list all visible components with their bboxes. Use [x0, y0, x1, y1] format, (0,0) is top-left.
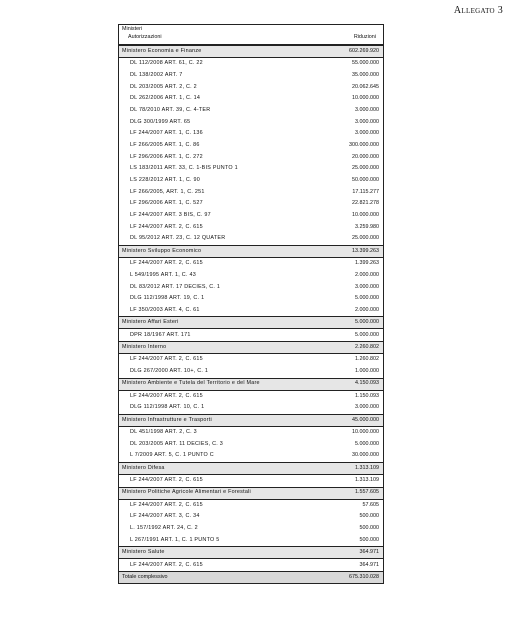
ministry-section-header [119, 45, 383, 58]
table-row [119, 475, 383, 487]
reduction-value: 5.000.000 [355, 295, 379, 302]
authorization-label: L 549/1995 ART. 1, C. 43 [130, 271, 196, 278]
table-row [119, 270, 383, 282]
ministry-section-header [119, 316, 383, 329]
table-header [119, 25, 383, 45]
total-label: Totale complessivo [122, 573, 168, 580]
ministry-section-header [119, 245, 383, 258]
authorization-label: LF 350/2003 ART. 4, C. 61 [130, 306, 200, 313]
authorization-label: DL 78/2010 ART. 39, C. 4-TER [130, 106, 211, 113]
authorization-label: DLG 300/1999 ART. 65 [130, 118, 191, 125]
reduction-value: 1.150.093 [355, 392, 379, 399]
table-row [119, 523, 383, 535]
ministry-section-header [119, 341, 383, 354]
reduction-value: 25.000.000 [352, 235, 379, 242]
reductions-table [118, 24, 384, 584]
ministry-name: Ministero Economia e Finanze [122, 47, 202, 54]
authorization-label: L 7/2009 ART. 5, C. 1 PUNTO C [130, 452, 214, 459]
table-row [119, 366, 383, 378]
table-row [119, 535, 383, 547]
reduction-value: 20.062.645 [352, 83, 379, 90]
ministry-total: 2.260.802 [355, 343, 379, 350]
table-row [119, 93, 383, 105]
authorization-label: DL 203/2005 ART. 2, C. 2 [130, 83, 197, 90]
table-row [119, 500, 383, 512]
reduction-value: 5.000.000 [355, 440, 379, 447]
reduction-value: 364.971 [359, 561, 379, 568]
ministry-total: 1.557.605 [355, 489, 379, 496]
ministry-name: Ministero Sviluppo Economico [122, 247, 202, 254]
reduction-value: 20.000.000 [352, 153, 379, 160]
ministry-section-header [119, 487, 383, 500]
authorization-label: DPR 18/1967 ART. 171 [130, 331, 191, 338]
table-row [119, 152, 383, 164]
table-row [119, 128, 383, 140]
authorization-label: LF 266/2005 ART. 1, C. 86 [130, 141, 200, 148]
table-row [119, 70, 383, 82]
authorization-label: DL 203/2005 ART. 11 DECIES, C. 3 [130, 440, 223, 447]
authorization-label: LS 183/2011 ART. 33, C. 1-BIS PUNTO 1 [130, 165, 238, 172]
table-row [119, 511, 383, 523]
table-row [119, 305, 383, 317]
reduction-value: 3.000.000 [355, 283, 379, 290]
table-row [119, 116, 383, 128]
reduction-value: 1.399.263 [355, 260, 379, 267]
ministry-total: 45.000.000 [352, 416, 379, 423]
reduction-value: 2.000.000 [355, 306, 379, 313]
table-row [119, 163, 383, 175]
table-row [119, 281, 383, 293]
authorization-label: LS 228/2012 ART. 1, C. 90 [130, 177, 200, 184]
authorization-label: DL 451/1998 ART. 2, C. 3 [130, 429, 197, 436]
reduction-value: 55.000.000 [352, 60, 379, 67]
authorization-label: DL 138/2002 ART. 7 [130, 71, 183, 78]
table-row [119, 233, 383, 245]
header-autorizzazioni: Autorizzazioni [128, 34, 162, 40]
authorization-label: DLG 112/1998 ART. 10, C. 1 [130, 404, 205, 411]
table-row [119, 402, 383, 414]
reduction-value: 500.000 [359, 536, 379, 543]
ministry-name: Ministero Ambiente e Tutela del Territorio e del Mare [122, 380, 260, 387]
authorization-label: LF 244/2007 ART. 3, C. 34 [130, 513, 200, 520]
ministry-total: 1.313.109 [355, 464, 379, 471]
authorization-label: DL 83/2012 ART. 17 DECIES, C. 1 [130, 283, 221, 290]
ministry-section-header [119, 378, 383, 391]
reduction-value: 30.000.000 [352, 452, 379, 459]
authorization-label: DL 95/2012 ART. 23, C. 12 QUATER [130, 235, 226, 242]
authorization-label: LF 244/2007 ART. 2, C. 615 [130, 260, 203, 267]
reduction-value: 500.000 [359, 525, 379, 532]
reduction-value: 25.000.000 [352, 165, 379, 172]
table-row [119, 450, 383, 462]
table-row [119, 81, 383, 93]
table-row [119, 187, 383, 199]
authorization-label: LF 244/2007 ART. 2, C. 615 [130, 223, 203, 230]
ministry-total: 4.150.093 [355, 380, 379, 387]
table-row [119, 198, 383, 210]
reduction-value: 3.000.000 [355, 118, 379, 125]
authorization-label: LF 266/2005, ART. 1, C. 251 [130, 188, 205, 195]
authorization-label: LF 244/2007 ART. 2, C. 615 [130, 356, 203, 363]
reduction-value: 3.000.000 [355, 106, 379, 113]
reduction-value: 3.259.980 [355, 223, 379, 230]
table-row [119, 222, 383, 234]
reduction-value: 10.000.000 [352, 95, 379, 102]
reduction-value: 10.000.000 [352, 429, 379, 436]
authorization-label: DL 112/2008 ART. 61, C. 22 [130, 60, 203, 67]
authorization-label: DL 262/2006 ART. 1, C. 14 [130, 95, 201, 102]
reduction-value: 500.000 [359, 513, 379, 520]
authorization-label: LF 244/2007 ART. 1, C. 136 [130, 130, 203, 137]
authorization-label: LF 244/2007 ART. 2, C. 615 [130, 392, 203, 399]
table-row [119, 258, 383, 270]
ministry-name: Ministero Affari Esteri [122, 319, 179, 326]
ministry-name: Ministero Difesa [122, 464, 165, 471]
table-row [119, 391, 383, 403]
authorization-label: L. 157/1992 ART. 24, C. 2 [130, 525, 198, 532]
ministry-name: Ministero Politiche Agricole Alimentari e Forestali [122, 489, 251, 496]
reduction-value: 35.000.000 [352, 71, 379, 78]
table-row [119, 354, 383, 366]
table-row [119, 58, 383, 70]
reduction-value: 57.605 [362, 501, 379, 508]
authorization-label: LF 244/2007 ART. 2, C. 615 [130, 501, 203, 508]
ministry-name: Ministero Interno [122, 343, 167, 350]
authorization-label: DLG 267/2000 ART. 10+, C. 1 [130, 367, 209, 374]
authorization-label: LF 244/2007 ART. 3 BIS, C. 97 [130, 212, 211, 219]
ministry-section-header [119, 546, 383, 559]
reduction-value: 3.000.000 [355, 404, 379, 411]
total-row [119, 571, 383, 583]
reduction-value: 5.000.000 [355, 331, 379, 338]
table-row [119, 559, 383, 571]
allegato-label: Allegato 3 [453, 5, 503, 16]
reduction-value: 1.313.109 [355, 477, 379, 484]
ministry-name: Ministero Infrastrutture e Trasporti [122, 416, 212, 423]
table-row [119, 175, 383, 187]
ministry-section-header [119, 462, 383, 475]
reduction-value: 17.115.277 [352, 188, 379, 195]
table-row [119, 140, 383, 152]
table-row [119, 105, 383, 117]
total-value: 675.310.028 [349, 573, 379, 580]
ministry-total: 13.399.263 [352, 247, 379, 254]
reduction-value: 22.821.278 [352, 200, 379, 207]
header-riduzioni: Riduzioni [353, 34, 376, 40]
reduction-value: 300.000.000 [349, 141, 379, 148]
ministry-section-header [119, 414, 383, 427]
authorization-label: LF 244/2007 ART. 2, C. 615 [130, 477, 203, 484]
reduction-value: 50.000.000 [352, 177, 379, 184]
reduction-value: 10.000.000 [352, 212, 379, 219]
table-row [119, 427, 383, 439]
table-row [119, 210, 383, 222]
reduction-value: 3.000.000 [355, 130, 379, 137]
table-row [119, 439, 383, 451]
authorization-label: L 267/1991 ART. 1, C. 1 PUNTO 5 [130, 536, 220, 543]
reduction-value: 2.000.000 [355, 271, 379, 278]
sections-container [119, 45, 383, 571]
table-row [119, 329, 383, 341]
authorization-label: LF 296/2006 ART. 1, C. 527 [130, 200, 203, 207]
table-row [119, 293, 383, 305]
ministry-total: 364.971 [359, 549, 379, 556]
reduction-value: 1.000.000 [355, 367, 379, 374]
authorization-label: LF 296/2006 ART. 1, C. 272 [130, 153, 203, 160]
ministry-name: Ministero Salute [122, 549, 165, 556]
ministry-total: 5.000.000 [355, 319, 379, 326]
authorization-label: LF 244/2007 ART. 2, C. 615 [130, 561, 203, 568]
ministry-total: 602.269.920 [349, 47, 379, 54]
authorization-label: DLG 112/1998 ART. 19, C. 1 [130, 295, 205, 302]
reduction-value: 1.260.802 [355, 356, 379, 363]
header-ministeri: Ministeri [122, 26, 143, 32]
